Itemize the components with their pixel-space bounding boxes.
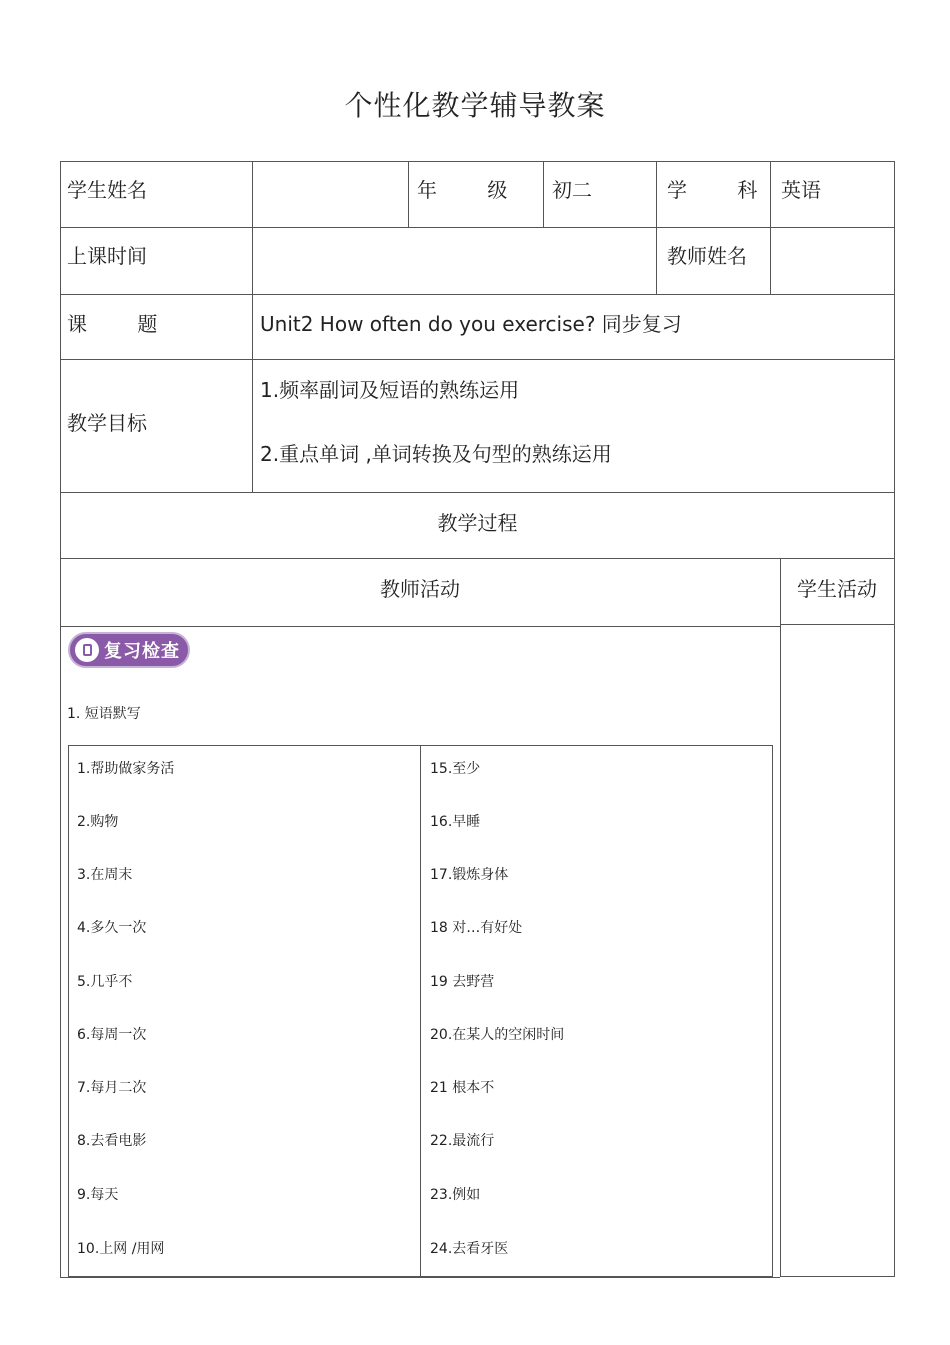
goals-label: 教学目标 <box>67 411 147 435</box>
document-title: 个性化教学辅导教案 <box>344 89 606 122</box>
phrase-item: 16.早睡 <box>430 814 481 830</box>
table-border-bottom-right <box>780 1276 895 1277</box>
phrase-item: 5.几乎不 <box>77 974 133 990</box>
review-badge <box>68 632 190 668</box>
table-border-left <box>60 161 61 1277</box>
phrase-item: 21 根本不 <box>430 1080 495 1096</box>
phrase-item: 17.锻炼身体 <box>430 867 509 883</box>
phrase-item: 20.在某人的空闲时间 <box>430 1027 565 1043</box>
phrase-item: 7.每月二次 <box>77 1080 147 1096</box>
goal-item-2: 2.重点单词 ,单词转换及句型的熟练运用 <box>260 442 612 466</box>
teacher-name-label: 教师姓名 <box>667 244 747 268</box>
phrase-item: 3.在周末 <box>77 867 133 883</box>
phrase-item: 22.最流行 <box>430 1133 495 1149</box>
phrase-item: 4.多久一次 <box>77 920 147 936</box>
review-badge-label: 复习检查 <box>104 641 180 662</box>
phrase-item: 23.例如 <box>430 1187 481 1203</box>
subject-value: 英语 <box>781 178 821 202</box>
goal-item-1: 1.频率副词及短语的熟练运用 <box>260 378 520 402</box>
phrase-item: 8.去看电影 <box>77 1133 147 1149</box>
phrase-item: 19 去野营 <box>430 974 495 990</box>
table-border-right <box>894 161 895 1277</box>
col-divider-subject <box>656 161 657 294</box>
inner-table-left <box>68 745 69 1277</box>
inner-table-mid <box>420 745 421 1277</box>
col-divider-grade-value <box>543 161 544 227</box>
row-divider-2 <box>60 294 895 295</box>
col-divider-activity <box>780 558 781 1277</box>
phrase-item: 24.去看牙医 <box>430 1241 509 1257</box>
grade-label-text: 年 级 <box>417 178 508 202</box>
row-divider-4 <box>60 492 895 493</box>
process-header: 教学过程 <box>437 511 518 535</box>
table-border-bottom <box>60 1277 780 1278</box>
phrase-item: 1.帮助做家务活 <box>77 761 175 777</box>
phrase-item: 6.每周一次 <box>77 1027 147 1043</box>
row-divider-5 <box>60 558 895 559</box>
row-divider-6b <box>780 624 895 625</box>
col-divider-subject-value <box>770 161 771 294</box>
teacher-activity-header: 教师活动 <box>380 577 460 601</box>
topic-label: 课 题 <box>67 312 158 336</box>
row-divider-3 <box>60 359 895 360</box>
inner-table-right <box>772 745 773 1277</box>
section-title: 1. 短语默写 <box>67 706 141 722</box>
phrase-item: 2.购物 <box>77 814 119 830</box>
col-divider-label <box>252 161 253 492</box>
phrase-item: 9.每天 <box>77 1187 119 1203</box>
phrase-item: 10.上网 /用网 <box>77 1241 165 1257</box>
grade-value: 初二 <box>552 178 592 202</box>
col-divider-grade <box>408 161 409 227</box>
subject-label: 学 科 <box>667 178 758 202</box>
row-divider-6 <box>60 626 780 627</box>
topic-value: Unit2 How often do you exercise? 同步复习 <box>260 312 682 336</box>
phrase-item: 15.至少 <box>430 761 481 777</box>
grade-label <box>417 174 508 203</box>
phrase-item: 18 对…有好处 <box>430 920 523 936</box>
student-activity-header: 学生活动 <box>797 577 877 601</box>
student-name-label: 学生姓名 <box>67 178 147 202</box>
notepad-icon <box>75 638 99 662</box>
class-time-label: 上课时间 <box>67 244 147 268</box>
